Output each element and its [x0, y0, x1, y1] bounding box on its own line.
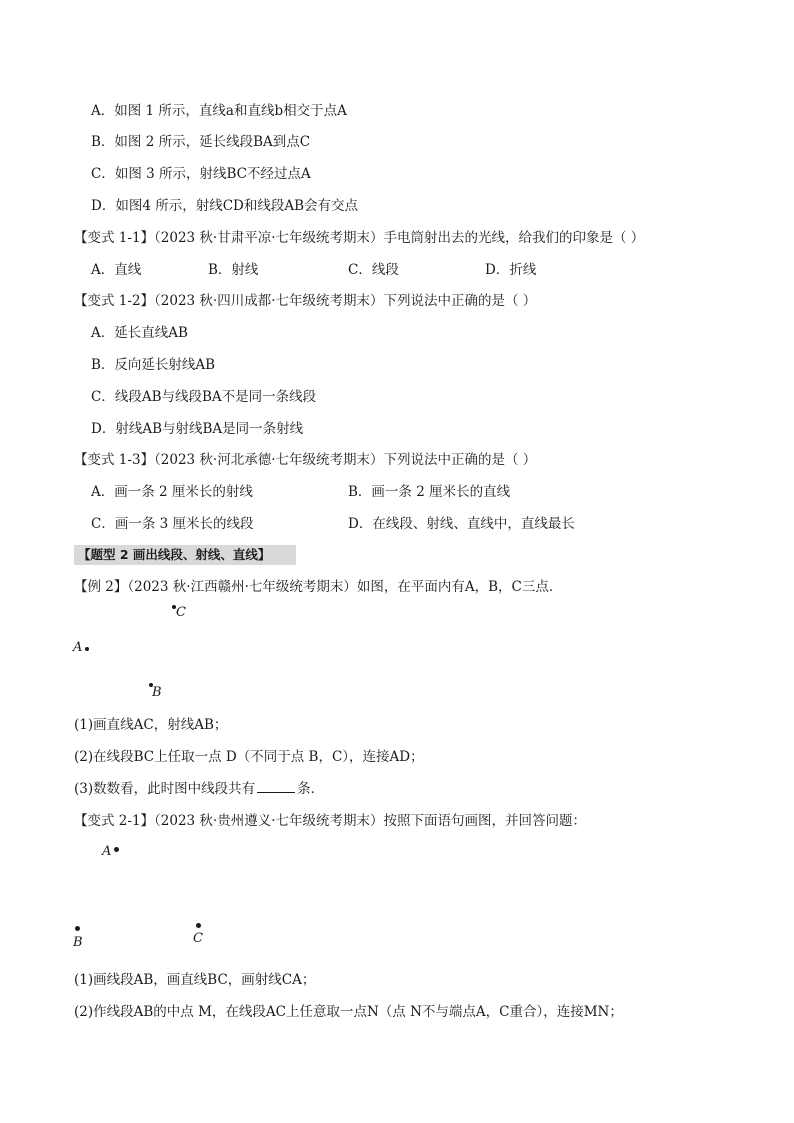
variant-1-1-option-c: C．线段: [348, 262, 399, 278]
variant-1-1-option-b: B．射线: [208, 262, 259, 278]
point-b-label: B: [152, 685, 162, 700]
variant-2-1-stem: 【变式 2-1】（2023 秋·贵州遵义·七年级统考期末）按照下面语句画图，并回答问题：: [74, 813, 587, 829]
variant-1-1-stem: 【变式 1-1】（2023 秋·甘肃平凉·七年级统考期末）手电筒射出去的光线，给我们的印象是（ ）: [74, 230, 645, 246]
point-c2-dot: [196, 923, 201, 928]
variant-1-2-option-a: A．延长直线AB: [91, 325, 188, 341]
prev-option-d: D．如图4 所示，射线CD和线段AB会有交点: [91, 198, 359, 214]
variant-1-3-option-d: D．在线段、射线、直线中，直线最长: [348, 516, 575, 532]
variant-1-3-stem: 【变式 1-3】（2023 秋·河北承德·七年级统考期末）下列说法中正确的是（ ）: [74, 452, 537, 468]
variant-1-2-option-b: B．反向延长射线AB: [91, 357, 216, 373]
variant-1-2-stem: 【变式 1-2】（2023 秋·四川成都·七年级统考期末）下列说法中正确的是（ ）: [74, 293, 537, 309]
example-2-stem: 【例 2】（2023 秋·江西赣州·七年级统考期末）如图，在平面内有A，B，C三点．: [74, 579, 563, 595]
variant-2-1-question-2: (2)作线段AB的中点 M，在线段AC上任意取一点N（点 N不与端点A，C重合），连接MN；: [74, 1004, 623, 1020]
example-2-question-2: (2)在线段BC上任取一点 D（不同于点 B，C），连接AD；: [74, 749, 424, 765]
point-b2-dot: [75, 926, 80, 931]
point-a-dot: [85, 647, 89, 651]
variant-1-2-option-c: C．线段AB与线段BA不是同一条线段: [91, 389, 317, 405]
prev-option-c: C．如图 3 所示，射线BC不经过点A: [91, 166, 311, 182]
point-a-label: A: [73, 640, 83, 655]
variant-1-3-option-c: C．画一条 3 厘米长的线段: [91, 516, 254, 532]
variant-1-3-option-a: A．画一条 2 厘米长的射线: [91, 484, 253, 500]
example-2-question-1: (1)画直线AC，射线AB；: [74, 717, 228, 733]
variant-1-1-option-d: D．折线: [485, 262, 537, 278]
point-a2-label: A: [102, 844, 112, 859]
section-title-banner: 【题型 2 画出线段、射线、直线】: [74, 545, 296, 565]
example-2-question-3-text: (3)数数看，此时图中线段共有: [74, 781, 256, 797]
variant-1-2-option-d: D．射线AB与射线BA是同一条射线: [91, 421, 304, 437]
answer-blank[interactable]: [257, 780, 295, 793]
point-c-label: C: [176, 605, 186, 620]
point-a2-dot: [114, 847, 119, 852]
variant-1-1-option-a: A．直线: [91, 262, 142, 278]
variant-1-3-option-b: B．画一条 2 厘米长的直线: [348, 484, 511, 500]
prev-option-a: A．如图 1 所示，直线a和直线b相交于点A: [91, 103, 347, 119]
variant-2-1-question-1: (1)画线段AB，画直线BC，画射线CA；: [74, 972, 316, 988]
example-2-question-3: [74, 780, 324, 798]
point-c2-label: C: [193, 931, 203, 946]
point-b2-label: B: [73, 935, 83, 950]
prev-option-b: B．如图 2 所示，延长线段BA到点C: [91, 134, 311, 150]
example-2-question-3-suffix: 条．: [297, 781, 325, 797]
